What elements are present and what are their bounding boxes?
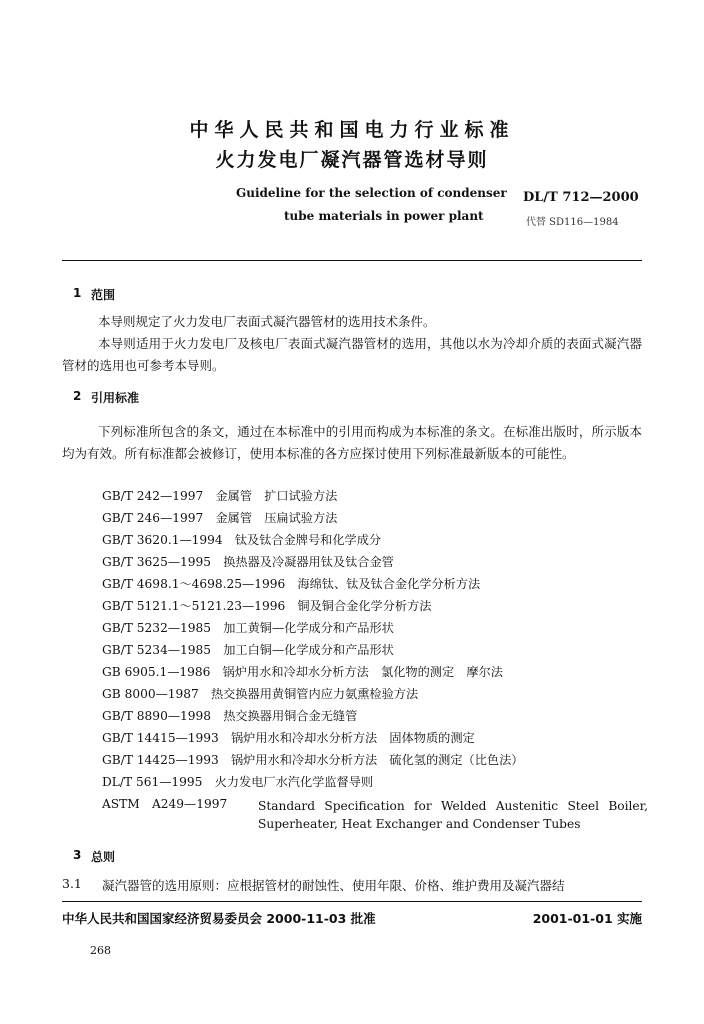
footer-rule (62, 901, 642, 902)
reference-item: GB/T 3620.1—1994 钛及钛合金牌号和化学成分 (102, 533, 382, 547)
reference-item: GB/T 3625—1995 换热器及冷凝器用钛及钛合金管 (102, 555, 394, 569)
english-title-line1: Guideline for the selection of condenser (236, 186, 507, 200)
astm-reference-code: ASTM A249—1997 (102, 797, 228, 811)
section-1-title: 范围 (91, 288, 116, 302)
section-2-number: 2 (73, 389, 82, 403)
effective-date: 2001-01-01 实施 (532, 911, 642, 926)
standard-name: 中华人民共和国电力行业标准 (189, 119, 515, 141)
header-rule (62, 260, 642, 261)
reference-item: GB/T 8890—1998 热交换器用铜合金无缝管 (102, 709, 358, 723)
reference-item: GB/T 14415—1993 锅炉用水和冷却水分析方法 固体物质的测定 (102, 731, 475, 745)
approval-line: 中华人民共和国国家经济贸易委员会 2000-11-03 批准 (62, 911, 376, 926)
english-title-line2: tube materials in power plant (284, 209, 484, 223)
reference-item: GB/T 242—1997 金属管 扩口试验方法 (102, 489, 338, 503)
section-1-number: 1 (73, 286, 82, 300)
section-3-number: 3 (73, 848, 82, 862)
reference-item: GB 6905.1—1986 锅炉用水和冷却水分析方法 氯化物的测定 摩尔法 (102, 665, 503, 679)
section-2-intro: 下列标准所包含的条文，通过在本标准中的引用而构成为本标准的条文。在标准出版时，所示版本均为有效。所有标准都会被修订，使用本标准的各方应探讨使用下列标准最新版本的可能性。 (62, 424, 642, 461)
astm-reference-title-continued: Superheater, Heat Exchanger and Condenser Tubes (258, 817, 581, 831)
reference-item: GB/T 5121.1～5121.23—1996 铜及铜合金化学分析方法 (102, 599, 432, 613)
reference-item: GB/T 14425—1993 锅炉用水和冷却水分析方法 硫化氢的测定（比色法） (102, 753, 524, 767)
reference-item: GB/T 246—1997 金属管 压扁试验方法 (102, 511, 338, 525)
document-title: 火力发电厂凝汽器管选材导则 (215, 149, 489, 171)
clause-3-1-text: 凝汽器管的选用原则：应根据管材的耐蚀性、使用年限、价格、维护费用及凝汽器结 (102, 878, 565, 893)
section-1-paragraph-1: 本导则规定了火力发电厂表面式凝汽器管材的选用技术条件。 (98, 314, 436, 329)
replaces-standard: 代替 SD116—1984 (526, 217, 619, 228)
reference-item: DL/T 561—1995 火力发电厂水汽化学监督导则 (102, 775, 374, 789)
astm-reference-title: Standard Specification for Welded Austenitic Steel Boiler, (258, 799, 648, 813)
section-2-title: 引用标准 (91, 391, 140, 405)
page-number: 268 (90, 944, 111, 957)
reference-item: GB/T 5232—1985 加工黄铜—化学成分和产品形状 (102, 621, 394, 635)
section-1-paragraph-2: 本导则适用于火力发电厂及核电厂表面式凝汽器管材的选用，其他以水为冷却介质的表面式凝汽器管材的选用也可参考本导则。 (62, 336, 642, 373)
reference-item: GB/T 4698.1～4698.25—1996 海绵钛、钛及钛合金化学分析方法 (102, 577, 481, 591)
reference-item: GB 8000—1987 热交换器用黄铜管内应力氨熏检验方法 (102, 687, 419, 701)
reference-item: GB/T 5234—1985 加工白铜—化学成分和产品形状 (102, 643, 394, 657)
clause-3-1-number: 3.1 (62, 876, 82, 891)
section-3-title: 总则 (91, 850, 116, 864)
standard-code: DL/T 712—2000 (523, 190, 639, 205)
